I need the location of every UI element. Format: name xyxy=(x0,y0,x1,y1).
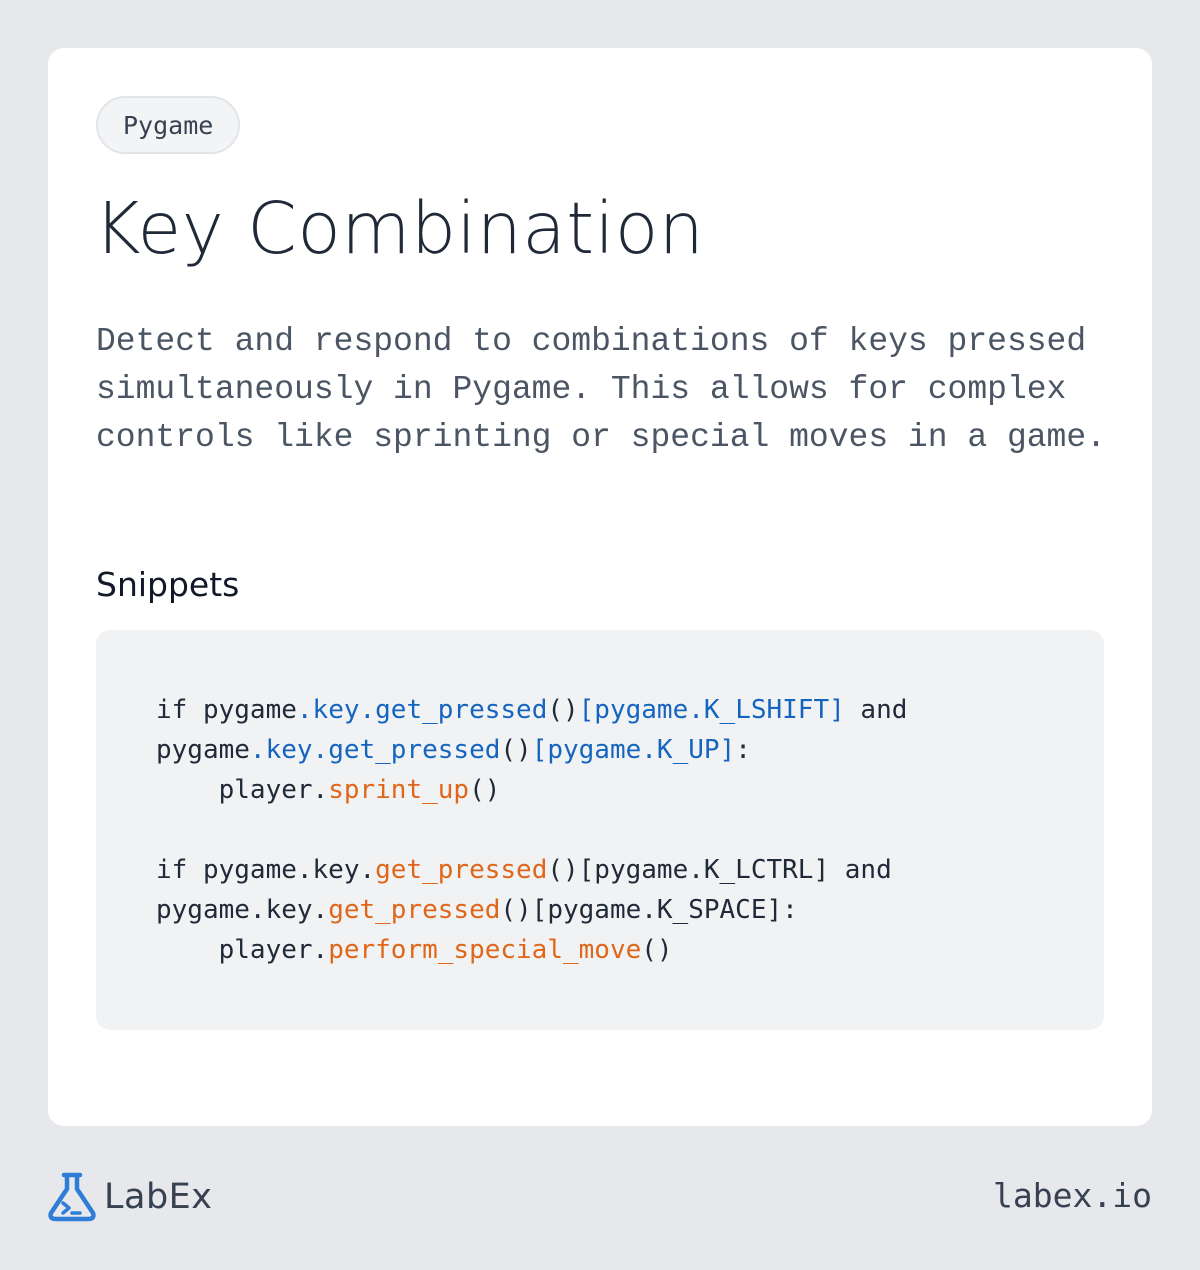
code-token: get_pressed xyxy=(328,895,501,925)
code-token: () xyxy=(500,735,532,765)
code-token: () xyxy=(641,935,673,965)
code-token: .key.get_pressed xyxy=(296,695,548,725)
code-token: get_pressed xyxy=(375,855,548,885)
code-token: [pygame.K_UP] xyxy=(531,735,736,765)
labex-logo[interactable] xyxy=(48,1172,213,1222)
description: Detect and respond to combinations of keys pressed simultaneously in Pygame. This allows for complex controls like sprinting or special moves in a game. xyxy=(96,323,1106,456)
code-token: perform_special_move xyxy=(328,935,642,965)
code-token: if pygame.key. xyxy=(156,855,376,885)
content-card xyxy=(48,48,1152,1126)
page-title: Key Combination xyxy=(94,187,705,270)
snippets-heading: Snippets xyxy=(96,565,240,604)
code-token: [pygame.K_LSHIFT] xyxy=(578,695,845,725)
code-token: ()[pygame.K_SPACE]: xyxy=(500,895,798,925)
code-token: () xyxy=(469,775,501,805)
code-token: pygame xyxy=(156,735,250,765)
category-tag[interactable]: Pygame xyxy=(96,96,240,154)
code-token: if pygame xyxy=(156,695,297,725)
code-block xyxy=(96,630,1104,1030)
flask-icon xyxy=(48,1172,96,1222)
code-token: .key.get_pressed xyxy=(249,735,501,765)
code-token: player. xyxy=(156,935,329,965)
code-snippet xyxy=(156,690,907,970)
code-token: sprint_up xyxy=(328,775,470,805)
logo-text: LabEx xyxy=(104,1177,213,1217)
site-url[interactable]: labex.io xyxy=(993,1176,1152,1215)
code-token: pygame.key. xyxy=(156,895,329,925)
code-token: : xyxy=(735,735,751,765)
code-token: ()[pygame.K_LCTRL] and xyxy=(547,855,892,885)
code-token: and xyxy=(844,695,908,725)
code-token: player. xyxy=(156,775,329,805)
code-token: () xyxy=(547,695,579,725)
